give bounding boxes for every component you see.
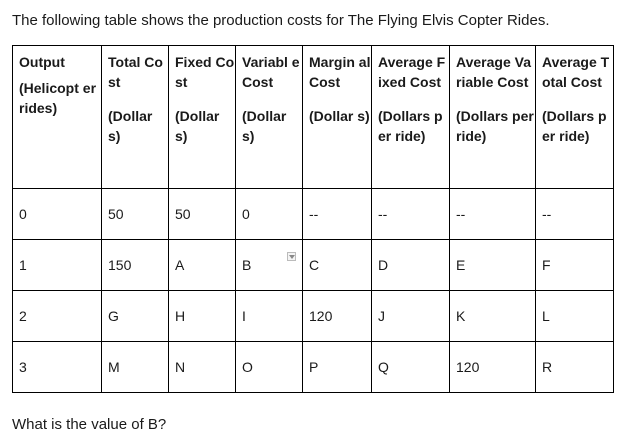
cell-average-fixed-cost: Q [372,342,450,393]
header-average-fixed-cost-label: Average Fixed Cost [378,54,446,90]
cell-variable-cost: I [236,291,303,342]
cell-average-total-cost: -- [536,189,614,240]
header-marginal-cost [303,46,372,189]
header-average-total-cost-label: Average Total Cost [542,54,610,90]
header-output [13,46,102,189]
cell-average-total-cost: F [536,240,614,291]
header-output-label: Output [19,54,65,70]
cell-average-variable-cost: 120 [450,342,536,393]
cell-marginal-cost: -- [303,189,372,240]
cell-output: 0 [13,189,102,240]
cell-output: 3 [13,342,102,393]
header-marginal-cost-unit: (Dollar s) [309,108,370,124]
table-header-row [13,46,614,189]
header-variable-cost [236,46,303,189]
cell-variable-cost: B [236,240,303,291]
cell-variable-cost: 0 [236,189,303,240]
header-average-variable-cost-label: Average Variable Cost [456,54,531,90]
cell-marginal-cost: P [303,342,372,393]
cell-fixed-cost: H [169,291,236,342]
header-average-total-cost-unit: (Dollars per ride) [542,108,607,144]
header-fixed-cost [169,46,236,189]
cell-dropdown-icon[interactable] [287,252,296,261]
cell-total-cost: 50 [102,189,169,240]
header-total-cost-unit: (Dollar s) [108,108,153,144]
cell-average-total-cost: L [536,291,614,342]
header-average-fixed-cost [372,46,450,189]
header-fixed-cost-label: Fixed Cost [175,54,235,90]
header-variable-cost-label: Variabl e Cost [242,54,300,90]
header-total-cost [102,46,169,189]
header-marginal-cost-label: Margin al Cost [309,54,371,90]
cell-fixed-cost: 50 [169,189,236,240]
intro-text: The following table shows the production costs for The Flying Elvis Copter Rides. [12,12,550,29]
table-row [13,342,614,393]
production-costs-table [12,45,614,393]
cell-fixed-cost: A [169,240,236,291]
cell-total-cost: M [102,342,169,393]
cell-marginal-cost: 120 [303,291,372,342]
table-row [13,189,614,240]
header-output-unit: (Helicopt er rides) [19,80,97,116]
cell-total-cost: 150 [102,240,169,291]
cell-average-variable-cost: K [450,291,536,342]
header-variable-cost-unit: (Dollar s) [242,108,287,144]
cell-marginal-cost: C [303,240,372,291]
cell-fixed-cost: N [169,342,236,393]
cell-total-cost: G [102,291,169,342]
cell-output: 1 [13,240,102,291]
table-row [13,291,614,342]
header-average-total-cost [536,46,614,189]
question-text: What is the value of B? [12,416,167,433]
cell-average-variable-cost: E [450,240,536,291]
header-average-fixed-cost-unit: (Dollars per ride) [378,108,443,144]
table-row [13,240,614,291]
cell-average-total-cost: R [536,342,614,393]
header-total-cost-label: Total Cost [108,54,163,90]
cell-average-fixed-cost: J [372,291,450,342]
cell-variable-cost: O [236,342,303,393]
header-fixed-cost-unit: (Dollar s) [175,108,220,144]
header-average-variable-cost-unit: (Dollars per ride) [456,108,534,144]
cell-average-fixed-cost: -- [372,189,450,240]
cell-average-variable-cost: -- [450,189,536,240]
cell-output: 2 [13,291,102,342]
header-average-variable-cost [450,46,536,189]
cell-average-fixed-cost: D [372,240,450,291]
